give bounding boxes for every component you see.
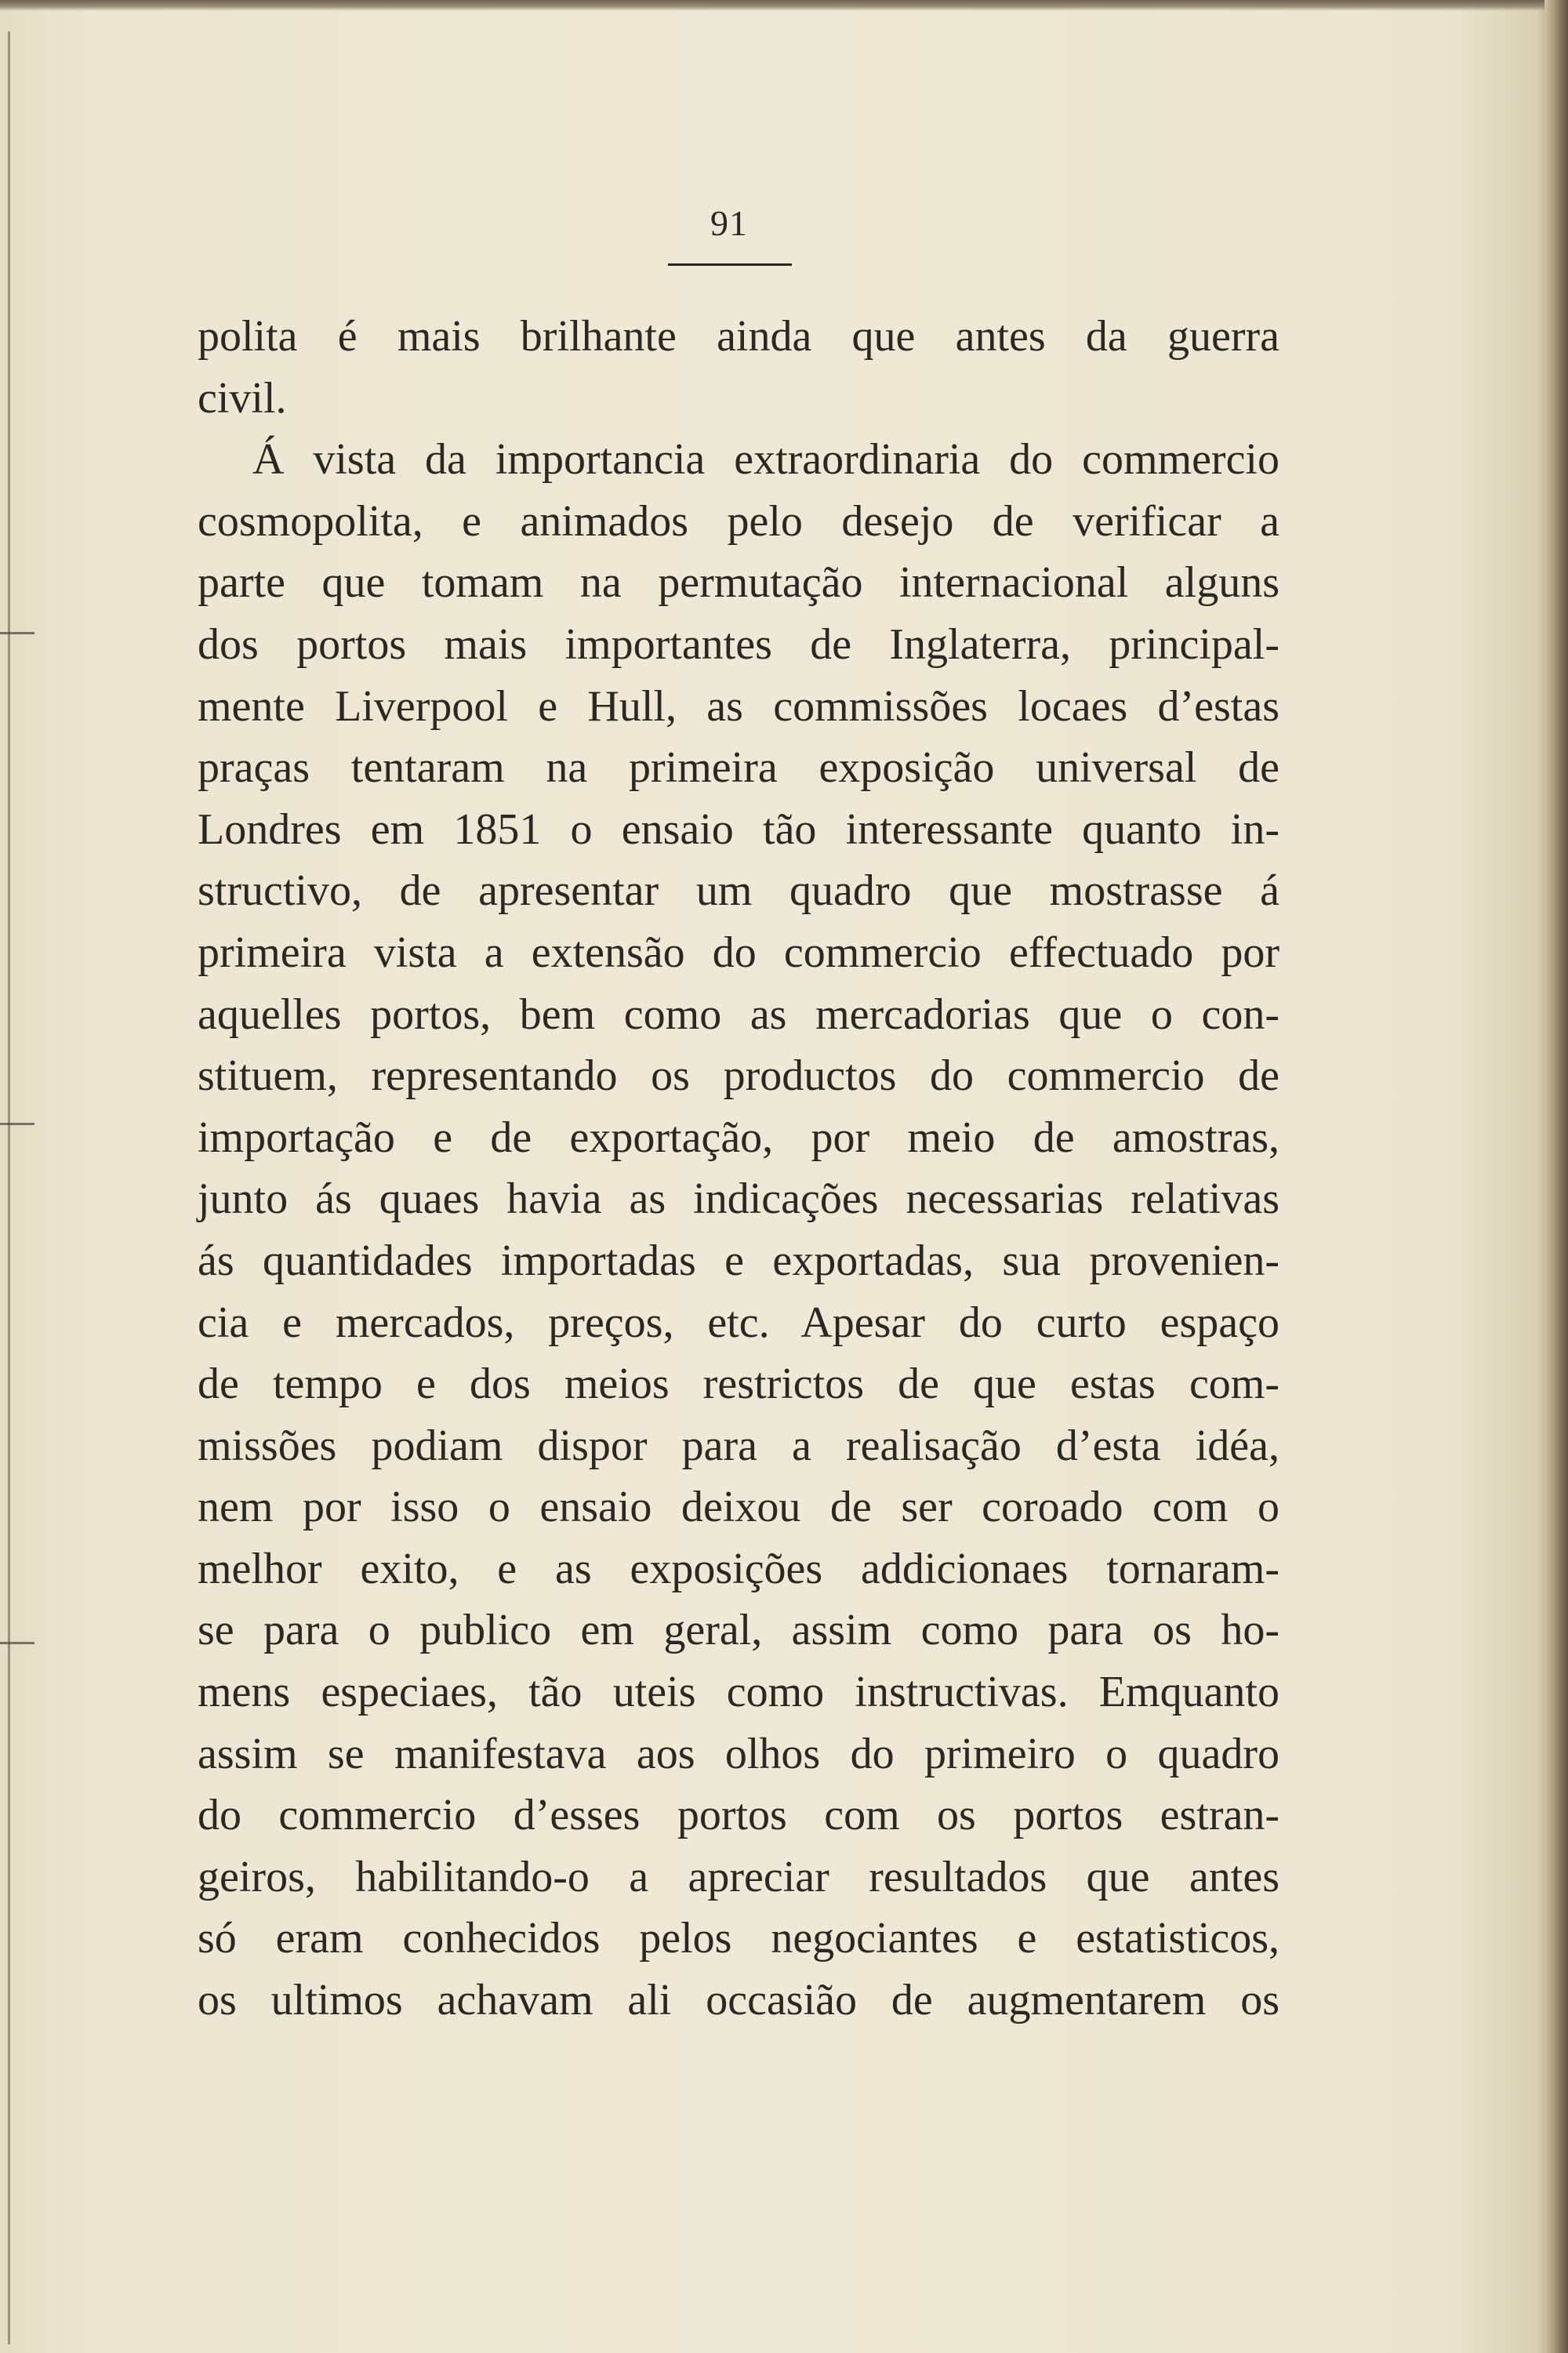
page-top-edge [0,0,1568,11]
text-line: assim se manifestava aos olhos do primeiro o quadro [198,1729,1279,1778]
text-line: missões podiam dispor para a realisação d’esta idéa, [198,1421,1279,1470]
text-line: mens especiaes, tão uteis como instructivas. Emquanto [198,1668,1279,1717]
page-number: 91 [710,203,748,243]
text-line: de tempo e dos meios restrictos de que estas com- [198,1360,1279,1409]
body-text [198,306,1279,2032]
text-line: polita é mais brilhante ainda que antes da guerra [198,312,1279,361]
text-line: do commercio d’esses portos com os portos estran- [198,1791,1279,1840]
margin-tick [0,1123,34,1125]
text-line: praças tentaram na primeira exposição universal de [198,743,1279,793]
text-line: stituem, representando os productos do commercio de [198,1051,1279,1101]
text-line: mente Liverpool e Hull, as commissões locaes d’estas [198,681,1279,731]
text-line: os ultimos achavam ali occasião de augmentarem os [198,1976,1279,2025]
margin-tick [0,1642,34,1644]
text-line: só eram conhecidos pelos negociantes e estatisticos, [198,1914,1279,1963]
text-line: Á vista da importancia extraordinaria do commercio [252,435,1279,485]
text-line: cia e mercados, preços, etc. Apesar do curto espaço [198,1298,1279,1347]
text-line: junto ás quaes havia as indicações necessarias relativas [198,1175,1279,1224]
text-line: melhor exito, e as exposições addicionaes tornaram- [198,1544,1279,1593]
binding-margin [8,31,26,2344]
text-line: aquelles portos, bem como as mercadorias que o con- [198,989,1279,1039]
text-line: cosmopolita, e animados pelo desejo de verificar a [198,496,1279,546]
text-line: dos portos mais importantes de Inglaterra, principal- [198,619,1279,669]
text-line: importação e de exportação, por meio de amostras, [198,1113,1279,1162]
text-line: geiros, habilitando-o a apreciar resultados que antes [198,1852,1279,1901]
page-number-rule [668,263,792,266]
margin-tick [0,632,34,634]
text-line: nem por isso o ensaio deixou de ser coroado com o [198,1483,1279,1532]
text-line: Londres em 1851 o ensaio tão interessante quanto in- [198,804,1279,854]
text-line: se para o publico em geral, assim como para os ho- [198,1606,1279,1655]
text-line: parte que tomam na permutação internacional alguns [198,558,1279,608]
page-right-edge [1544,0,1568,2353]
text-line: ás quantidades importadas e exportadas, sua provenien- [198,1236,1279,1285]
text-line: civil. [198,373,287,423]
text-line: primeira vista a extensão do commercio effectuado por [198,928,1279,977]
text-line: structivo, de apresentar um quadro que mostrasse á [198,866,1279,916]
